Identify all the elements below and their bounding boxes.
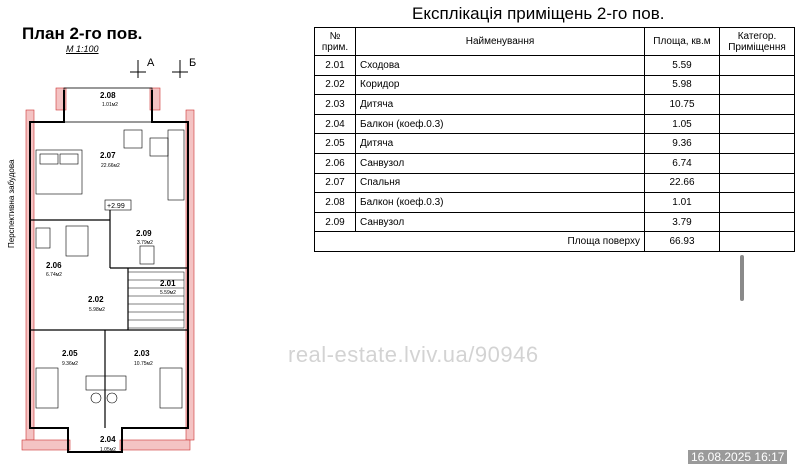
row-area: 5.98 xyxy=(645,75,720,95)
plan-scale: M 1:100 xyxy=(66,44,99,54)
floor-plan-drawing xyxy=(0,0,300,465)
room-2-02-id: 2.02 xyxy=(88,295,104,304)
table-row xyxy=(315,193,795,213)
row-name: Коридор xyxy=(356,75,645,95)
row-cat xyxy=(720,56,795,76)
row-num: 2.01 xyxy=(315,56,356,76)
row-area: 3.79 xyxy=(645,212,720,232)
row-cat xyxy=(720,212,795,232)
row-cat xyxy=(720,114,795,134)
room-2-01-area: 5.59м2 xyxy=(160,290,176,296)
row-num: 2.08 xyxy=(315,193,356,213)
row-cat xyxy=(720,75,795,95)
table-row xyxy=(315,173,795,193)
row-cat xyxy=(720,95,795,115)
room-2-08-area: 1.01м2 xyxy=(102,102,118,108)
row-num: 2.07 xyxy=(315,173,356,193)
table-row xyxy=(315,134,795,154)
room-2-05-area: 9.36м2 xyxy=(62,361,78,367)
room-2-06-area: 6.74м2 xyxy=(46,272,62,278)
table-title: Експлікація приміщень 2-го пов. xyxy=(412,4,665,23)
room-2-06-id: 2.06 xyxy=(46,261,62,270)
row-area: 1.05 xyxy=(645,114,720,134)
row-name: Дитяча xyxy=(356,134,645,154)
row-num: 2.06 xyxy=(315,153,356,173)
table-row xyxy=(315,114,795,134)
row-name: Дитяча xyxy=(356,95,645,115)
table-row xyxy=(315,212,795,232)
row-num: 2.03 xyxy=(315,95,356,115)
row-area: 22.66 xyxy=(645,173,720,193)
room-2-04-area: 1.05м2 xyxy=(100,447,116,453)
table-row xyxy=(315,95,795,115)
row-num: 2.05 xyxy=(315,134,356,154)
axis-b-label: Б xyxy=(189,57,197,69)
plan-title: План 2-го пов. xyxy=(22,24,143,43)
total-value: 66.93 xyxy=(645,232,720,252)
axis-markers xyxy=(130,57,196,78)
header-cat: Категор. Приміщення xyxy=(720,28,795,56)
side-note: Перспективна забудова xyxy=(7,159,16,248)
room-2-02-area: 5.98м2 xyxy=(89,307,105,313)
row-cat xyxy=(720,153,795,173)
room-2-03-id: 2.03 xyxy=(134,349,150,358)
row-name: Сходова xyxy=(356,56,645,76)
total-cat xyxy=(720,232,795,252)
table-row xyxy=(315,75,795,95)
row-cat xyxy=(720,134,795,154)
header-name: Найменування xyxy=(356,28,645,56)
room-2-01-id: 2.01 xyxy=(160,279,176,288)
staircase xyxy=(128,272,184,328)
room-2-08-id: 2.08 xyxy=(100,91,116,100)
table-row xyxy=(315,153,795,173)
header-area: Площа, кв.м xyxy=(645,28,720,56)
row-name: Балкон (коеф.0.3) xyxy=(356,114,645,134)
header-num: № прим. xyxy=(315,28,356,56)
level-mark: +2.99 xyxy=(107,203,125,210)
room-2-09-area: 3.79м2 xyxy=(137,240,153,246)
row-area: 9.36 xyxy=(645,134,720,154)
table-header-row xyxy=(315,28,795,56)
row-name: Балкон (коеф.0.3) xyxy=(356,193,645,213)
row-num: 2.02 xyxy=(315,75,356,95)
table-total-row xyxy=(315,232,795,252)
watermark: real-estate.lviv.ua/90946 xyxy=(288,342,539,367)
row-name: Спальня xyxy=(356,173,645,193)
explication-table xyxy=(314,27,795,252)
room-2-03-area: 10.75м2 xyxy=(134,361,153,367)
room-2-07-id: 2.07 xyxy=(100,151,116,160)
room-2-05-id: 2.05 xyxy=(62,349,78,358)
room-2-07-area: 22.66м2 xyxy=(101,163,120,169)
outer-walls xyxy=(30,90,188,452)
row-name: Санвузол xyxy=(356,153,645,173)
row-cat xyxy=(720,193,795,213)
timestamp: 16.08.2025 16:17 xyxy=(688,450,787,464)
row-name: Санвузол xyxy=(356,212,645,232)
table-row xyxy=(315,56,795,76)
total-label: Площа поверху xyxy=(315,232,645,252)
row-area: 1.01 xyxy=(645,193,720,213)
room-2-09-id: 2.09 xyxy=(136,229,152,238)
row-area: 6.74 xyxy=(645,153,720,173)
row-num: 2.04 xyxy=(315,114,356,134)
scrollbar[interactable] xyxy=(740,255,744,301)
row-area: 10.75 xyxy=(645,95,720,115)
row-num: 2.09 xyxy=(315,212,356,232)
room-2-04-id: 2.04 xyxy=(100,435,116,444)
axis-a-label: А xyxy=(147,57,155,69)
row-cat xyxy=(720,173,795,193)
row-area: 5.59 xyxy=(645,56,720,76)
